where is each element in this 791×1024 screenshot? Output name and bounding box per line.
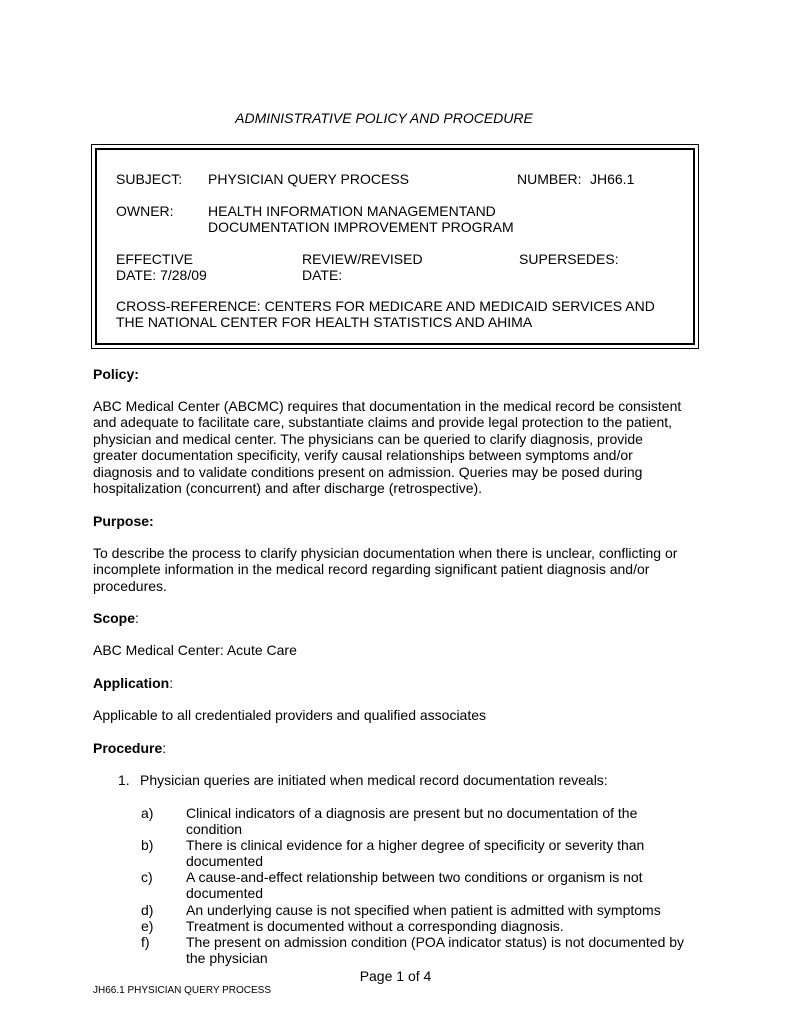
item-line: Clinical indicators of a diagnosis are present but no documentation of the	[186, 805, 638, 821]
application-text: Applicable to all credentialed providers and qualified associates	[93, 707, 487, 723]
procedure-heading-row	[93, 740, 166, 756]
step-1-number: 1.	[118, 772, 130, 788]
list-item	[186, 805, 706, 837]
application-heading-row	[93, 675, 173, 691]
list-item	[186, 934, 706, 966]
purpose-line: incomplete information in the medical record regarding significant patient diagnosis and/or	[93, 561, 650, 578]
scope-heading-row	[93, 610, 139, 626]
purpose-line: procedures.	[93, 577, 167, 594]
crossref-line-2: THE NATIONAL CENTER FOR HEALTH STATISTICS AND AHIMA	[116, 314, 533, 330]
owner-line-1: HEALTH INFORMATION MANAGEMENTAND	[208, 203, 496, 219]
effective-date: DATE: 7/28/09	[116, 267, 207, 283]
item-line: documented	[186, 885, 264, 901]
effective-label: EFFECTIVE	[116, 251, 194, 267]
procedure-colon: :	[162, 740, 167, 756]
item-line: Treatment is documented without a corresponding diagnosis.	[186, 918, 564, 934]
subject-label: SUBJECT:	[116, 171, 183, 187]
item-line: documented	[186, 853, 264, 869]
list-item	[186, 869, 706, 901]
item-line: A cause-and-effect relationship between two conditions or organism is not	[186, 869, 643, 885]
purpose-paragraph	[93, 545, 703, 594]
scope-text: ABC Medical Center: Acute Care	[93, 642, 297, 658]
policy-paragraph	[93, 398, 703, 496]
document-title: ADMINISTRATIVE POLICY AND PROCEDURE	[235, 110, 533, 126]
item-letter: b)	[141, 837, 154, 853]
policy-line: greater documentation specificity, verify causal relationships between symptoms and/or	[93, 447, 633, 464]
item-letter: e)	[141, 918, 154, 934]
item-line: the physician	[186, 950, 268, 966]
application-heading: Application	[93, 675, 170, 691]
owner-label: OWNER:	[116, 203, 174, 219]
scope-heading: Scope	[93, 610, 136, 626]
purpose-line: To describe the process to clarify physician documentation when there is unclear, conflicting or	[93, 545, 678, 561]
procedure-heading: Procedure	[93, 740, 163, 756]
item-letter: f)	[141, 934, 150, 950]
policy-line: ABC Medical Center (ABCMC) requires that documentation in the medical record be consistent	[93, 398, 682, 414]
supersedes-label: SUPERSEDES:	[519, 251, 619, 267]
item-line: An underlying cause is not specified when patient is admitted with symptoms	[186, 902, 661, 918]
item-line: condition	[186, 821, 243, 837]
scope-colon: :	[135, 610, 139, 626]
subject-value: PHYSICIAN QUERY PROCESS	[208, 171, 409, 187]
policy-line: hospitalization (concurrent) and after discharge (retrospective).	[93, 480, 483, 497]
number-label: NUMBER:	[517, 171, 582, 187]
item-line: There is clinical evidence for a higher degree of specificity or severity than	[186, 837, 645, 853]
policy-line: and adequate to facilitate care, substantiate claims and provide legal protection to the patient,	[93, 414, 673, 431]
footer-doc-id: JH66.1 PHYSICIAN QUERY PROCESS	[93, 985, 272, 996]
item-letter: c)	[141, 869, 153, 885]
list-item	[186, 918, 706, 934]
application-colon: :	[169, 675, 174, 691]
number-value: JH66.1	[590, 171, 635, 187]
list-item	[186, 837, 706, 869]
policy-line: diagnosis and to validate conditions present on admission. Queries may be posed during	[93, 463, 643, 480]
step-1-text: Physician queries are initiated when medical record documentation reveals:	[140, 772, 608, 788]
purpose-heading: Purpose:	[93, 513, 154, 529]
item-line: The present on admission condition (POA indicator status) is not documented by	[186, 934, 685, 950]
item-letter: d)	[141, 902, 154, 918]
review-label: REVIEW/REVISED	[302, 251, 423, 267]
review-date: DATE:	[302, 267, 343, 283]
crossref-line-1: CROSS-REFERENCE: CENTERS FOR MEDICARE AND MEDICAID SERVICES AND	[116, 298, 655, 314]
list-item	[186, 902, 706, 918]
policy-line: physician and medical center. The physicians can be queried to clarify diagnosis, provide	[93, 430, 643, 447]
page-number: Page 1 of 4	[359, 968, 432, 984]
owner-line-2: DOCUMENTATION IMPROVEMENT PROGRAM	[208, 219, 514, 235]
policy-heading: Policy:	[93, 366, 139, 382]
item-letter: a)	[141, 805, 154, 821]
